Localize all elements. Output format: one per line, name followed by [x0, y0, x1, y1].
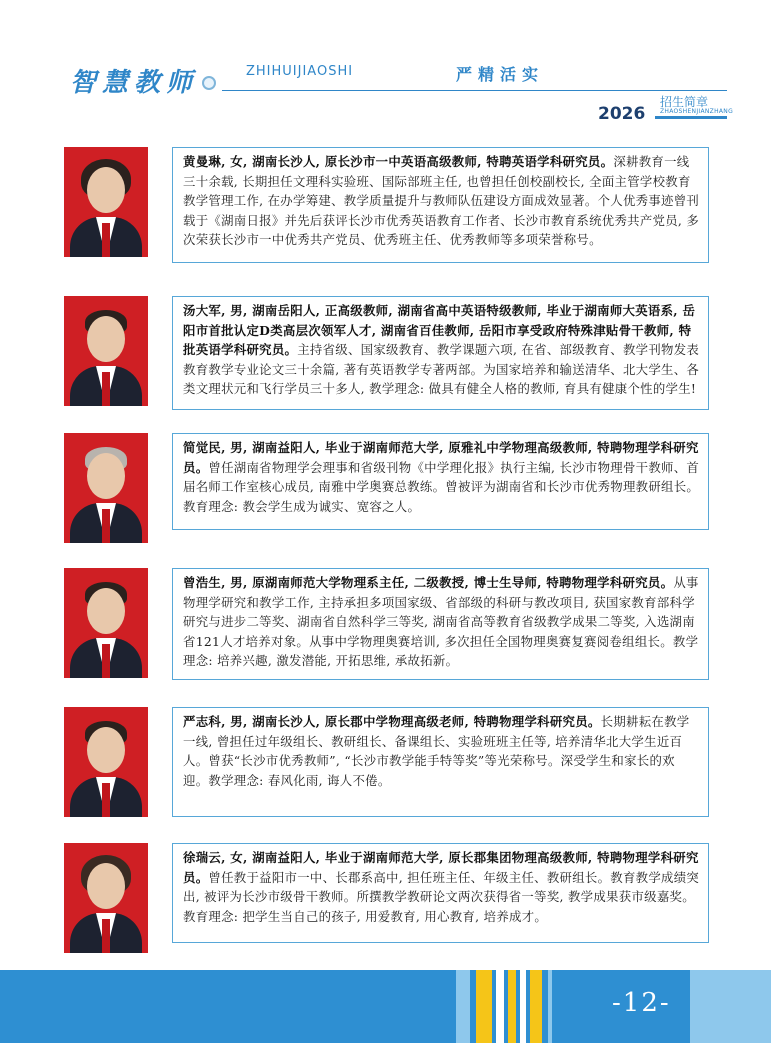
teacher-bio-text: 主持省级、国家级教育、教学课题六项, 在省、部级教育、教学刊物发表教育教学专业论文三十余篇, 著有英语教学专著两部。为国家培养和输送清华、北大学生、各类文理状元和飞行学员三十多人, 教学理念: 做具有健全人格的教师, 育具有健康个性的学生! [183, 342, 700, 396]
teacher-photo [64, 707, 148, 817]
footer-stripe [520, 970, 526, 1043]
teacher-bio [172, 433, 709, 530]
teacher-bio [172, 296, 709, 410]
teacher-bio-lead: 黄曼琳, 女, 湖南长沙人, 原长沙市一中英语高级教师, 特聘英语学科研究员。 [183, 154, 614, 169]
teacher-bio-text: 深耕教育一线三十余载, 长期担任文理科实验班、国际部班主任, 也曾担任创校副校长, 全面主管学校教育教学管理工作, 在办学筹建、教学质量提升与教师队伍建设方面成效显著。个人优秀事迹曾刊载于《湖南日报》并先后获评长沙市优秀英语教育工作者、长沙市教育系统优秀共产党员, 多次荣获长沙市一中优秀共产党员、优秀班主任、优秀教师等多项荣誉称号。 [183, 154, 700, 247]
brand-pinyin: ZHIHUIJIAOSHI [246, 64, 354, 79]
footer-stripe [548, 970, 552, 1043]
teacher-bio-lead: 曾浩生, 男, 原湖南师范大学物理系主任, 二级教授, 博士生导师, 特聘物理学科研究员。 [183, 575, 674, 590]
teacher-photo [64, 568, 148, 678]
teacher-bio [172, 843, 709, 943]
footer-stripe [496, 970, 504, 1043]
teacher-bio-lead: 简觉民, 男, 湖南益阳人, 毕业于湖南师范大学, 原雅礼中学物理高级教师, 特聘物理学科研究员。 [183, 440, 699, 475]
footer-stripe [530, 970, 542, 1043]
teacher-bio-text: 长期耕耘在教学一线, 曾担任过年级组长、教研组长、备课组长、实验班班主任等, 培养清华北大学生近百人。曾获“长沙市优秀教师”, “长沙市教学能手特等奖”等光荣称号。深受学生和家长的欢迎。教学理念: 春风化雨, 诲人不倦。 [183, 714, 690, 788]
teacher-bio-text: 从事物理学研究和教学工作, 主持承担多项国家级、省部级的科研与教改项目, 获国家教育部科学研究与进步二等奖、湖南省自然科学三等奖, 湖南省高等教育省级教学成果二等奖, 入选湖南省121人才培养对象。从事中学物理奥赛培训, 多次担任全国物理奥赛复赛阅卷组组长。教学理念: 培养兴趣, 激发潜能, 开拓思维, 承故拓新。 [183, 575, 699, 668]
brand-title: 智慧教师 [70, 68, 199, 98]
page-number: -12- [612, 988, 671, 1018]
teacher-photo [64, 147, 148, 257]
circle-dot-icon [202, 76, 216, 90]
header-accent-bar [655, 116, 727, 119]
teacher-bio-lead: 徐瑞云, 女, 湖南益阳人, 毕业于湖南师范大学, 原长郡集团物理高级教师, 特聘物理学科研究员。 [183, 850, 699, 885]
teacher-bio [172, 147, 709, 263]
year-label: 2026 [598, 104, 646, 124]
category-pinyin: ZHAOSHENJIANZHANG [660, 108, 734, 115]
teacher-photo [64, 296, 148, 406]
header-divider [222, 90, 727, 91]
teacher-bio-lead: 汤大军, 男, 湖南岳阳人, 正高级教师, 湖南省高中英语特级教师, 毕业于湖南师大英语系, 岳阳市首批认定D类高层次领军人才, 湖南省百佳教师, 岳阳市享受政府特殊津贴骨干教师, 特批英语学科研究员。 [183, 303, 696, 357]
teacher-bio [172, 707, 709, 817]
teacher-bio-text: 曾任湖南省物理学会理事和省级刊物《中学理化报》执行主编, 长沙市物理骨干教师、首届名师工作室核心成员, 南雅中学奥赛总教练。曾被评为湖南省和长沙市优秀物理教研组长。教育理念: 教会学生成为诚实、宽容之人。 [183, 459, 700, 514]
category-label: 招生简章 [660, 95, 709, 109]
footer-stripe [476, 970, 492, 1043]
footer-stripe [690, 970, 771, 1043]
page-header [0, 0, 771, 130]
teacher-bio [172, 568, 709, 680]
motto: 严精活实 [456, 65, 545, 84]
teacher-photo [64, 433, 148, 543]
footer-stripe [508, 970, 516, 1043]
footer-stripe [456, 970, 470, 1043]
teacher-bio-lead: 严志科, 男, 湖南长沙人, 原长郡中学物理高级老师, 特聘物理学科研究员。 [183, 714, 601, 729]
teacher-bio-text: 曾任教于益阳市一中、长郡系高中, 担任班主任、年级主任、教研组长。教育教学成绩突出, 被评为长沙市级骨干教师。所撰教学教研论文两次获得省一等奖, 教学成果获市级嘉奖。教育理念: 把学生当自己的孩子, 用爱教育, 用心教育, 培养成才。 [183, 869, 700, 924]
teacher-photo [64, 843, 148, 953]
